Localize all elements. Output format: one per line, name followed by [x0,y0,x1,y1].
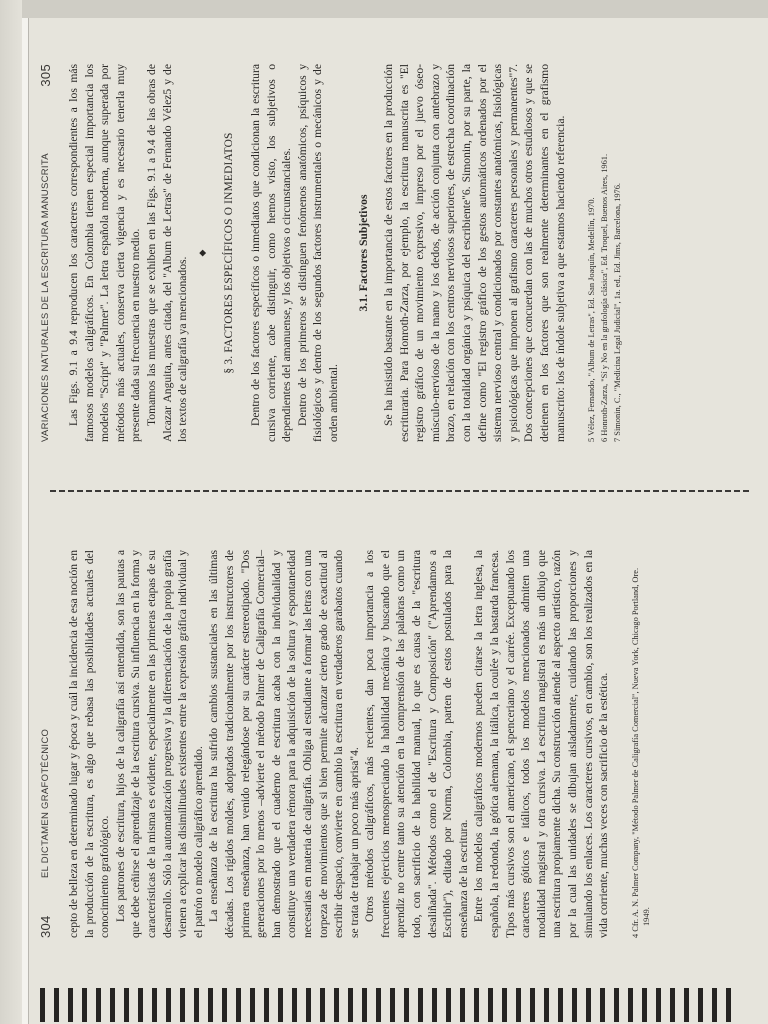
paragraph: La enseñanza de la escritura ha sufrido cambios sustanciales en las últimas décadas. Los rígidos moldes, adoptados tradicionalmente por los instructores de primera enseñanza, han venido relegándose por su carácter estereotipado. "Dos generaciones por lo menos –advierte el método Palmer de Caligrafía Comercial– han demostrado que el cuaderno de escritura acaba con la individualidad y constituye una verdadera rémora para la adquisición de la soltura y espontaneidad necesarias en materia de caligrafía. Obliga al estudiante a formar las letras con una torpeza de movimientos que si bien permite alcanzar cierto grado de exactitud al escribir despacio, convierte en cambio la escritura en verdaderos garabatos cuando se trata de trabajar un poco más aprisa"4. [207,550,361,938]
running-head: EL DICTAMEN GRAFOTÉCNICO [40,728,51,878]
left-footnotes [630,550,652,938]
section-title: § 3. FACTORES ESPECÍFICOS O INMEDIATOS [223,132,236,374]
paragraph: cepto de belleza en determinado lugar y época y cuál la incidencia de esa noción en la producción de la escritura, es algo que rebasa las posibilidades actuales del conocimiento grafológico. [67,550,112,938]
right-page-header [38,64,66,442]
paragraph: Los patrones de escritura, hijos de la caligrafía así entendida, son las pautas a que debe ceñirse el aprendizaje de la escritura cursiva. Su influencia en la forma y características de la misma es evidente, especialmente en las primeras etapas de su desarrollo. Sólo la automatización progresiva y la diferenciación de la propia grafía vienen a explicar las disimilitudes existentes entre la expresión gráfica individual y el patrón o modelo caligráfico aprendido. [113,550,205,938]
right-page-body [66,64,568,442]
left-page-header [38,550,66,938]
ornament-mark: ◆ [196,249,207,257]
footnote: 6 Honroth-Zarza, "Sí y No en la grafología clásica", Ed. Troquel, Buenos Aires, 1961. [600,153,610,442]
right-page [0,24,768,492]
paragraph: Las Figs. 9.1 a 9.4 reproducen los caracteres correspondientes a los más famosos modelos caligráficos. En Colombia tienen especial importancia los modelos "Script" y "Palmer". La letra española moderna, aunque superada por métodos más actuales, conserva cierta vigencia y es necesario tenerla muy presente dada su frecuencia en nuestro medio. [67,64,143,442]
paragraph: Otros métodos caligráficos, más recientes, dan poca importancia a los frecuentes ejercicios menospreciando la habilidad mecánica y buscando que el aprendiz no centre tanto su atención en la comprensión de las palabras como un todo, con sacrificio de la habilidad manual, lo que es causa de la "escritura desaliñada". Métodos como el de "Escritura y Composición" ("Aprendamos a Escribir"), editado por Norma, Colombia, parten de estos postulados para la enseñanza de la escritura. [363,550,470,938]
right-footnotes [586,64,623,442]
footnote: 4 Cfr. A. N. Palmer Company, "Método Palmer de Caligrafía Comercial", Nueva York, Chicago Portland, Ore. 1949. [630,567,651,938]
footnote: 7 Simonin, C., "Medicina Legal Judicial", 1a. ed., Ed. Jims, Barcelona, 1976. [613,183,623,442]
paragraph: Se ha insistido bastante en la importancia de estos factores en la producción escrituraria. Para Honroth-Zarza, por ejemplo, la escritura manuscrita es "El registro gráfico de un movimiento expresivo, impreso por el juevo óseo-músculo-nervioso de la mano y los dedos, de acción conjunta con antebrazo y brazo, en relación con los centros nerviosos superiores, de estrecha coordinación con la totalidad orgánica y psíquica del escribiente"6. Simonin, por su parte, la define como "El registro gráfico de los gestos automáticos ordenados por el sistema nervioso central y condicionados por constantes anatómicas, fisiológicas y psicológicas que imponen al grafismo caracteres personales y permanentes"7. Dos concepciones que concuerdan con las de muchos otros estudiosos y que se detienen en los factores que son realmente determinantes en el grafismo manuscrito: los de índole subjetiva a que estamos haciendo referencia. [382,64,567,442]
subsection-title: 3.1. Factores Subjetivos [356,194,370,312]
left-page [0,522,768,994]
running-head: VARIACIONES NATURALES DE LA ESCRITURA MANUSCRITA [40,153,51,442]
page-number: 304 [38,915,53,938]
paragraph: Entre los modelos caligráficos modernos pueden citarse la letra inglesa, la española, la redonda, la gótica alemana, la itálica, la coulée y la bastarda francesa. Tipos más cursivos son el americano, el spencеriano y el carrée. Exceptuando los caracteres góticos e itálicos, todos los modelos mencionados admiten una modalidad magistral y otra cursiva. La escritura magistral es más un dibujo que una escritura propiamente dicha. Su construcción atiende al aspecto artístico, razón por la cual las unidades se dibujan aisladamente, cuidando las proporciones y simulando los enlaces. Los caracteres cursivos, en cambio, son los realizados en la vida corriente, muchas veces con sacrificio de la estética. [472,550,611,938]
paragraph: Dentro de los factores específicos o inmediatos que condicionan la escritura cursiva corriente, cabe distinguir, como hemos visto, los subjetivos o dependientes del amanuense, y los objetivos o circunstanciales. [248,64,294,442]
page-number: 305 [38,64,53,87]
paragraph: Tomamos las muestras que se exhiben en las Figs. 9.1 a 9.4 de las obras de Alcazar Anguita, antes citada, del "Album de Letras" de Fernando Vélez5 y de los textos de caligrafía ya mencionados. [144,64,190,442]
left-page-body [66,550,612,938]
footnote: 5 Vélez, Fernando, "Album de Letras", Ed. San Joaquín, Medellín, 1970. [587,197,597,442]
paragraph: Dentro de los primeros se distinguen fenómenos anatómicos, psíquicos y fisiológicos y dentro de los segundos factores instrumentales o mecánicos y de orden ambiental. [295,64,340,442]
